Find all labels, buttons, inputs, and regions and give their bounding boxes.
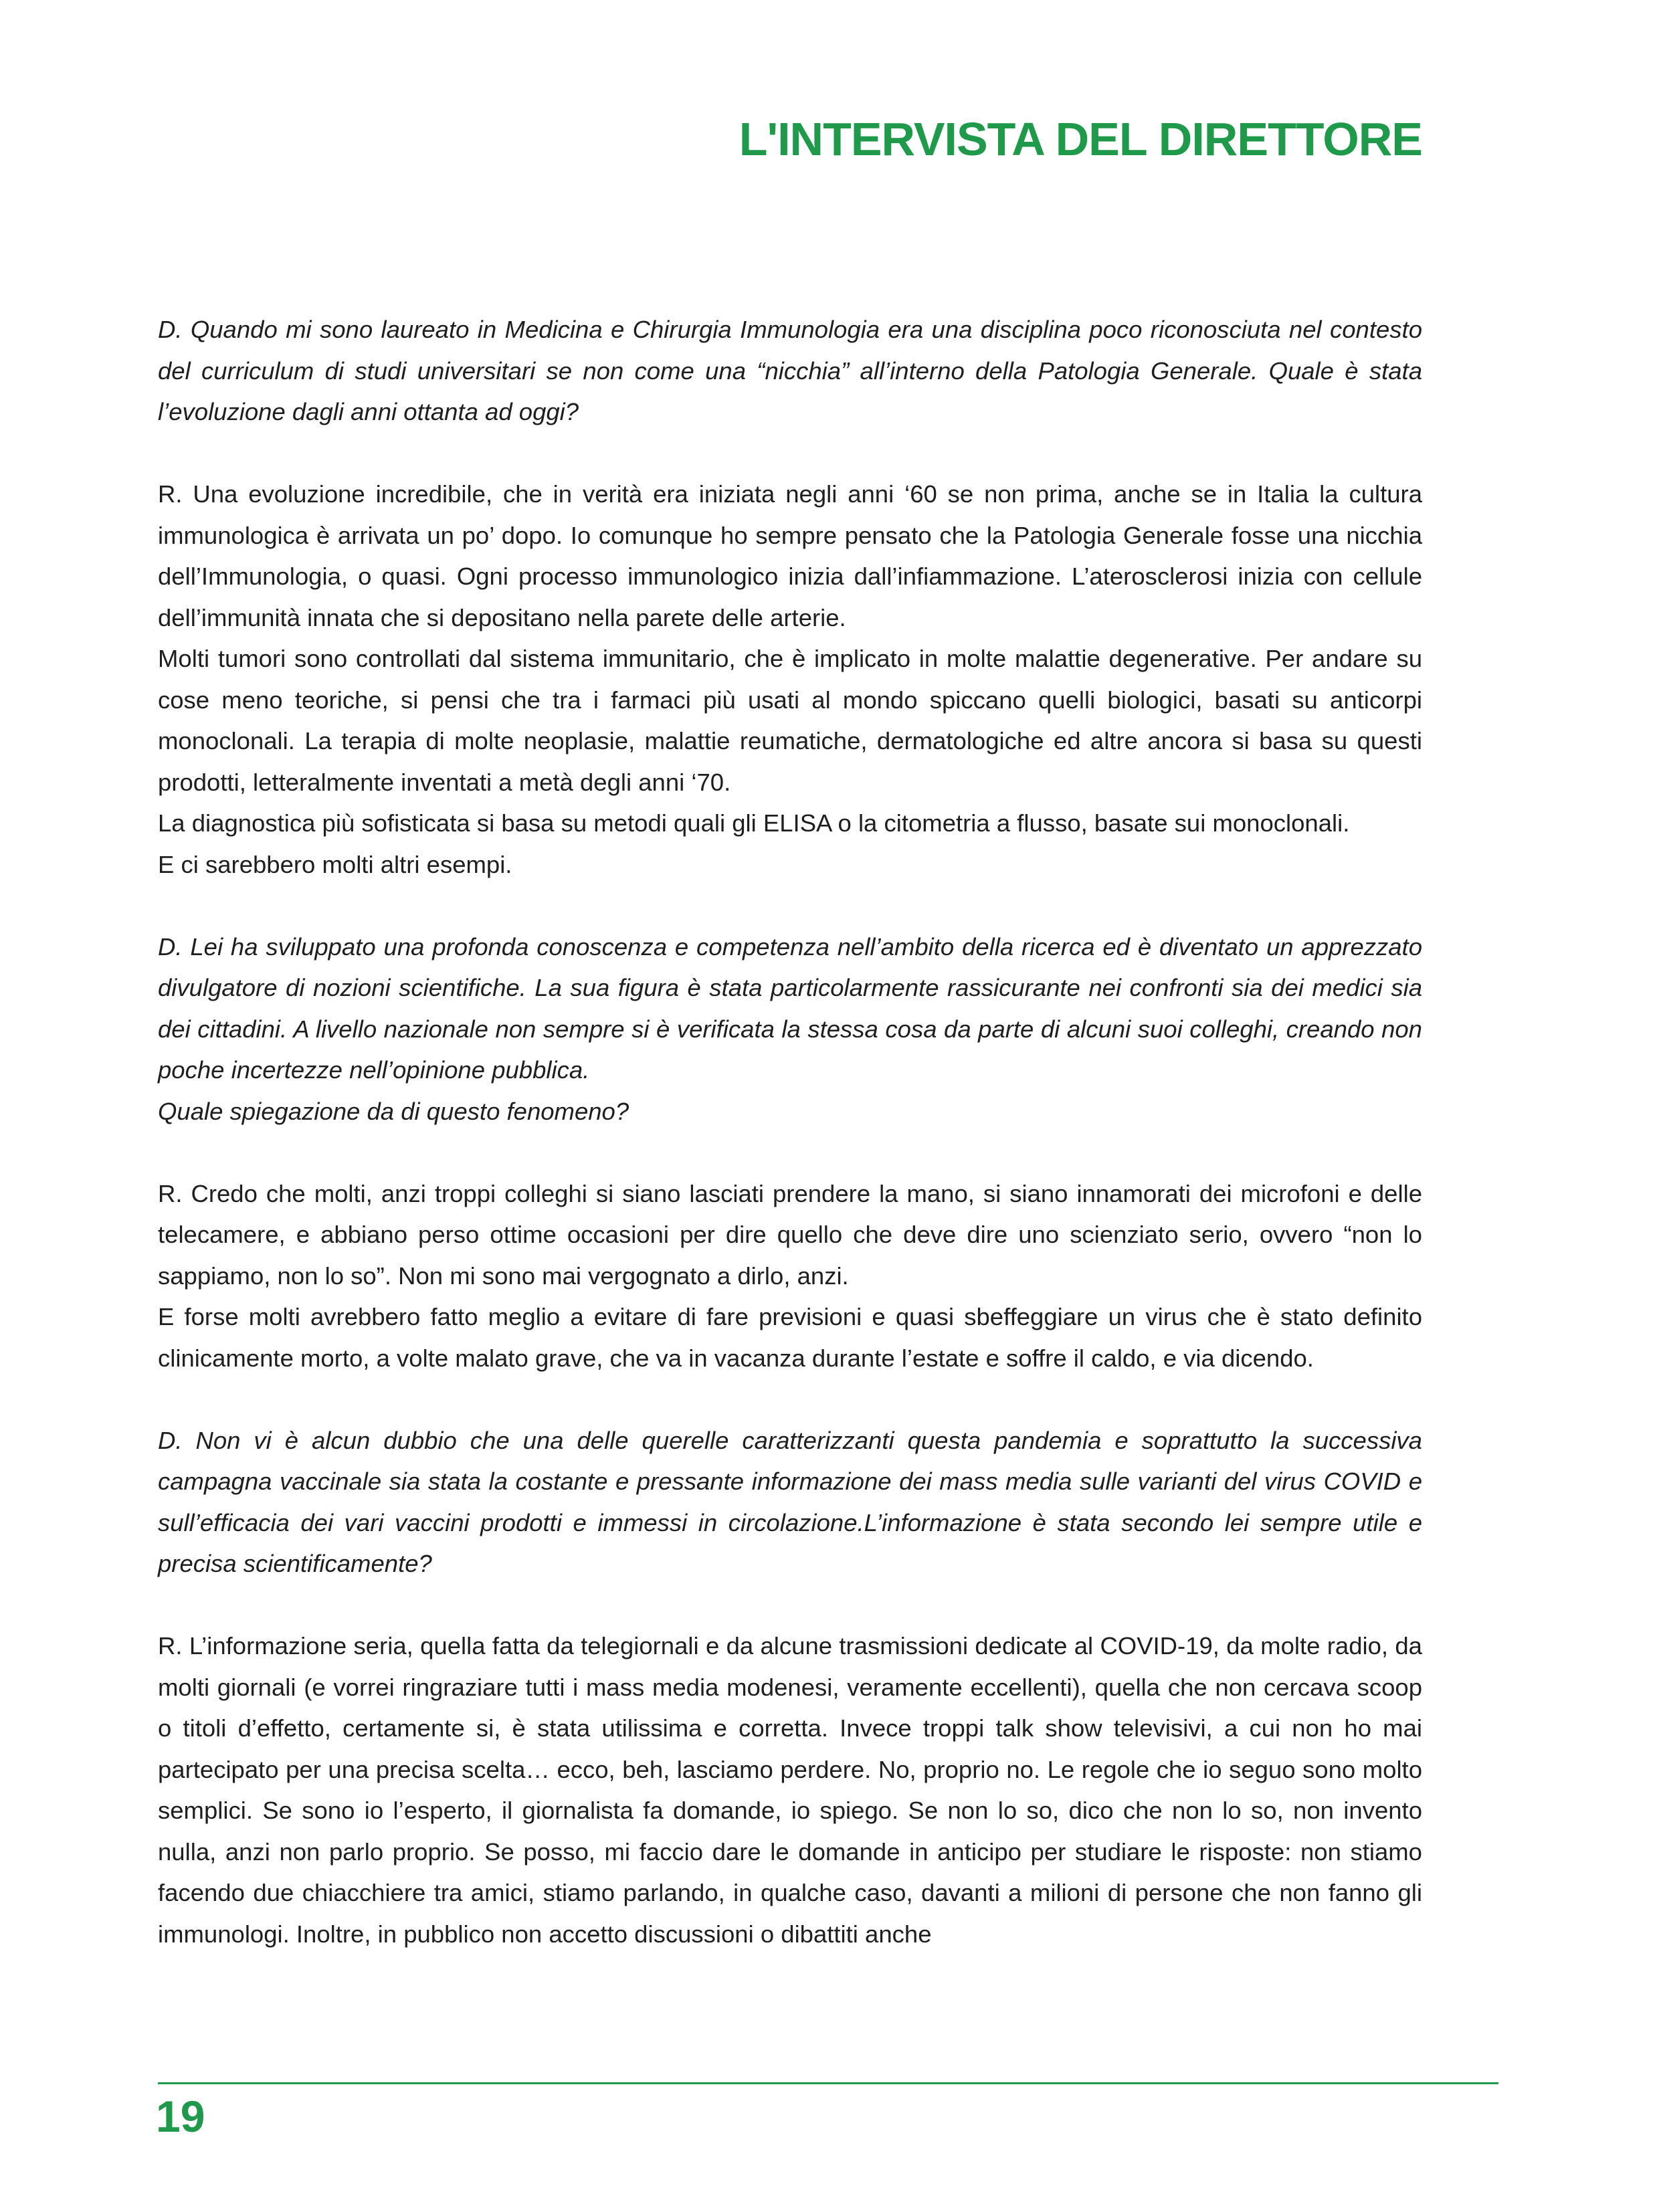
answer-paragraph <box>158 1173 1422 1379</box>
paragraph-line: R. Una evoluzione incredibile, che in verità era iniziata negli anni ‘60 se non prima, anche se in Italia la cultura immunologica è arrivata un po’ dopo. Io comunque ho sempre pensato che la Patologia Generale fosse una nicchia dell’Immunologia, o quasi. Ogni processo immunologico inizia dall’infiammazione. L’aterosclerosi inizia con cellule dell’immunità innata che si depositano nella parete delle arterie. <box>158 480 1422 631</box>
paragraph-line: Quale spiegazione da di questo fenomeno? <box>158 1097 629 1125</box>
section-title: L'INTERVISTA DEL DIRETTORE <box>739 113 1422 165</box>
paragraph-line: R. Credo che molti, anzi troppi colleghi si siano lasciati prendere la mano, si siano innamorati dei microfoni e delle telecamere, e abbiano perso ottime occasioni per dire quello che deve dire uno scienziato serio, ovvero “non lo sappiamo, non lo so”. Non mi sono mai vergognato a dirlo, anzi. <box>158 1179 1422 1290</box>
paragraph-spacer <box>158 885 1422 926</box>
paragraph-line: D. Quando mi sono laureato in Medicina e Chirurgia Immunologia era una disciplina poco riconosciuta nel contesto del curriculum di studi universitari se non come una “nicchia” all’interno della Patologia Generale. Quale è stata l’evoluzione dagli anni ottanta ad oggi? <box>158 316 1422 425</box>
page-number: 19 <box>156 2092 205 2141</box>
answer-paragraph <box>158 1625 1422 1954</box>
paragraph-spacer <box>158 1379 1422 1420</box>
question-paragraph <box>158 1420 1422 1585</box>
footer-divider <box>158 2082 1498 2084</box>
answer-paragraph <box>158 474 1422 885</box>
paragraph-spacer <box>158 433 1422 474</box>
paragraph-line: D. Lei ha sviluppato una profonda conoscenza e competenza nell’ambito della ricerca ed è diventato un apprezzato divulgatore di nozioni scientifiche. La sua figura è stata particolarmente rassicurante nei confronti sia dei medici sia dei cittadini. A livello nazionale non sempre si è verificata la stessa cosa da parte di alcuni suoi colleghi, creando non poche incertezze nell’opinione pubblica. <box>158 932 1422 1084</box>
paragraph-line: E ci sarebbero molti altri esempi. <box>158 850 512 878</box>
question-paragraph <box>158 926 1422 1132</box>
paragraph-line: R. L’informazione seria, quella fatta da telegiornali e da alcune trasmissioni dedicate al COVID-19, da molte radio, da molti giornali (e vorrei ringraziare tutti i mass media modenesi, veramente eccellenti), quella che non cercava scoop o titoli d’effetto, certamente si, è stata utilissima e corretta. Invece troppi talk show televisivi, a cui non ho mai partecipato per una precisa scelta… ecco, beh, lasciamo perdere. No, proprio no. Le regole che io seguo sono molto semplici. Se sono io l’esperto, il giornalista fa domande, io spiego. Se non lo so, dico che non lo so, non invento nulla, anzi non parlo proprio. Se posso, mi faccio dare le domande in anticipo per studiare le risposte: non stiamo facendo due chiacchiere tra amici, stiamo parlando, in qualche caso, davanti a milioni di persone che non fanno gli immunologi. Inoltre, in pubblico non accetto discussioni o dibattiti anche <box>158 1632 1422 1948</box>
paragraph-line: E forse molti avrebbero fatto meglio a evitare di fare previsioni e quasi sbeffeggiare un virus che è stato definito clinicamente morto, a volte malato grave, che va in vacanza durante l’estate e soffre il caldo, e via dicendo. <box>158 1303 1422 1372</box>
paragraph-line: La diagnostica più sofisticata si basa su metodi quali gli ELISA o la citometria a flusso, basate sui monoclonali. <box>158 809 1350 837</box>
paragraph-spacer <box>158 1132 1422 1173</box>
paragraph-spacer <box>158 1585 1422 1626</box>
paragraph-line: Molti tumori sono controllati dal sistema immunitario, che è implicato in molte malattie degenerative. Per andare su cose meno teoriche, si pensi che tra i farmaci più usati al mondo spiccano quelli biologici, basati su anticorpi monoclonali. La terapia di molte neoplasie, malattie reumatiche, dermatologiche ed altre ancora si basa su questi prodotti, letteralmente inventati a metà degli anni ‘70. <box>158 645 1422 796</box>
paragraph-line: D. Non vi è alcun dubbio che una delle querelle caratterizzanti questa pandemia e soprattutto la successiva campagna vaccinale sia stata la costante e pressante informazione dei mass media sulle varianti del virus COVID e sull’efficacia dei vari vaccini prodotti e immessi in circolazione.L’informazione è stata secondo lei sempre utile e precisa scientificamente? <box>158 1426 1422 1577</box>
article-body <box>158 309 1422 1954</box>
question-paragraph <box>158 309 1422 433</box>
